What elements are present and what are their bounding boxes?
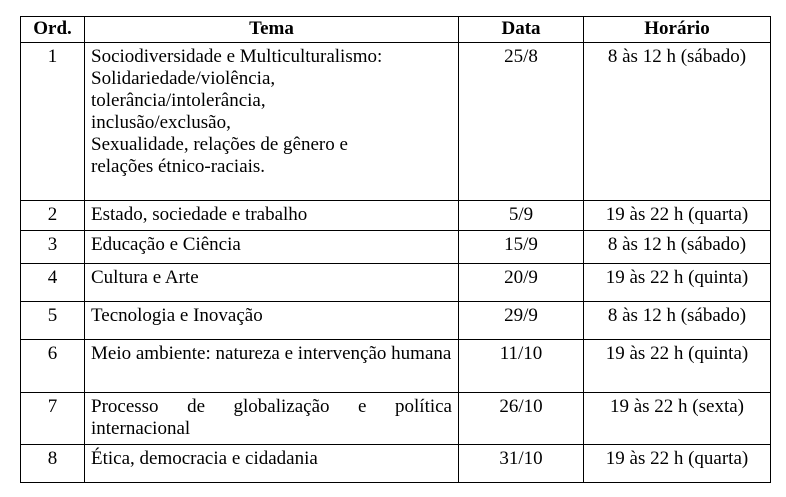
cell-data: 25/8: [459, 43, 584, 201]
table-row: [21, 201, 771, 231]
cell-data: 20/9: [459, 264, 584, 302]
table-row: [21, 43, 771, 201]
cell-horario: 8 às 12 h (sábado): [584, 43, 771, 201]
table-row: [21, 340, 771, 393]
cell-tema: Estado, sociedade e trabalho: [85, 201, 459, 231]
table-row: [21, 231, 771, 264]
table-body: [21, 43, 771, 483]
cell-horario: 19 às 22 h (quarta): [584, 201, 771, 231]
cell-ord: 7: [21, 393, 85, 445]
cell-tema: Cultura e Arte: [85, 264, 459, 302]
cell-ord: 4: [21, 264, 85, 302]
header-data: Data: [459, 17, 584, 43]
cell-tema: Ética, democracia e cidadania: [85, 445, 459, 483]
cell-ord: 6: [21, 340, 85, 393]
table-row: [21, 264, 771, 302]
cell-tema: [85, 43, 459, 201]
cell-ord: 3: [21, 231, 85, 264]
header-ord: Ord.: [21, 17, 85, 43]
tema-line: Sexualidade, relações de gênero e: [91, 134, 348, 155]
table-header: [21, 17, 771, 43]
cell-data: 31/10: [459, 445, 584, 483]
tema-line: Sociodiversidade e Multiculturalismo:: [91, 46, 383, 67]
cell-horario: 19 às 22 h (sexta): [584, 393, 771, 445]
header-horario: Horário: [584, 17, 771, 43]
table-row: [21, 445, 771, 483]
cell-ord: 5: [21, 302, 85, 340]
tema-line: relações étnico-raciais.: [91, 156, 266, 177]
cell-data: 15/9: [459, 231, 584, 264]
header-row: [21, 17, 771, 43]
cell-tema: Tecnologia e Inovação: [85, 302, 459, 340]
cell-tema: Processo de globalização e política internacional: [85, 393, 459, 445]
cell-ord: 8: [21, 445, 85, 483]
cell-data: 11/10: [459, 340, 584, 393]
header-tema: Tema: [85, 17, 459, 43]
table-row: [21, 302, 771, 340]
cell-horario: 19 às 22 h (quinta): [584, 264, 771, 302]
tema-line: tolerância/intolerância,: [91, 90, 266, 111]
schedule-table: [20, 16, 771, 483]
cell-data: 5/9: [459, 201, 584, 231]
cell-data: 29/9: [459, 302, 584, 340]
cell-horario: 19 às 22 h (quinta): [584, 340, 771, 393]
tema-line: Solidariedade/violência,: [91, 68, 276, 89]
cell-data: 26/10: [459, 393, 584, 445]
tema-line: inclusão/exclusão,: [91, 112, 231, 133]
cell-horario: 8 às 12 h (sábado): [584, 231, 771, 264]
table-row: [21, 393, 771, 445]
cell-ord: 2: [21, 201, 85, 231]
cell-tema: Meio ambiente: natureza e intervenção humana: [85, 340, 459, 393]
cell-horario: 8 às 12 h (sábado): [584, 302, 771, 340]
cell-ord: 1: [21, 43, 85, 201]
cell-horario: 19 às 22 h (quarta): [584, 445, 771, 483]
cell-tema: Educação e Ciência: [85, 231, 459, 264]
